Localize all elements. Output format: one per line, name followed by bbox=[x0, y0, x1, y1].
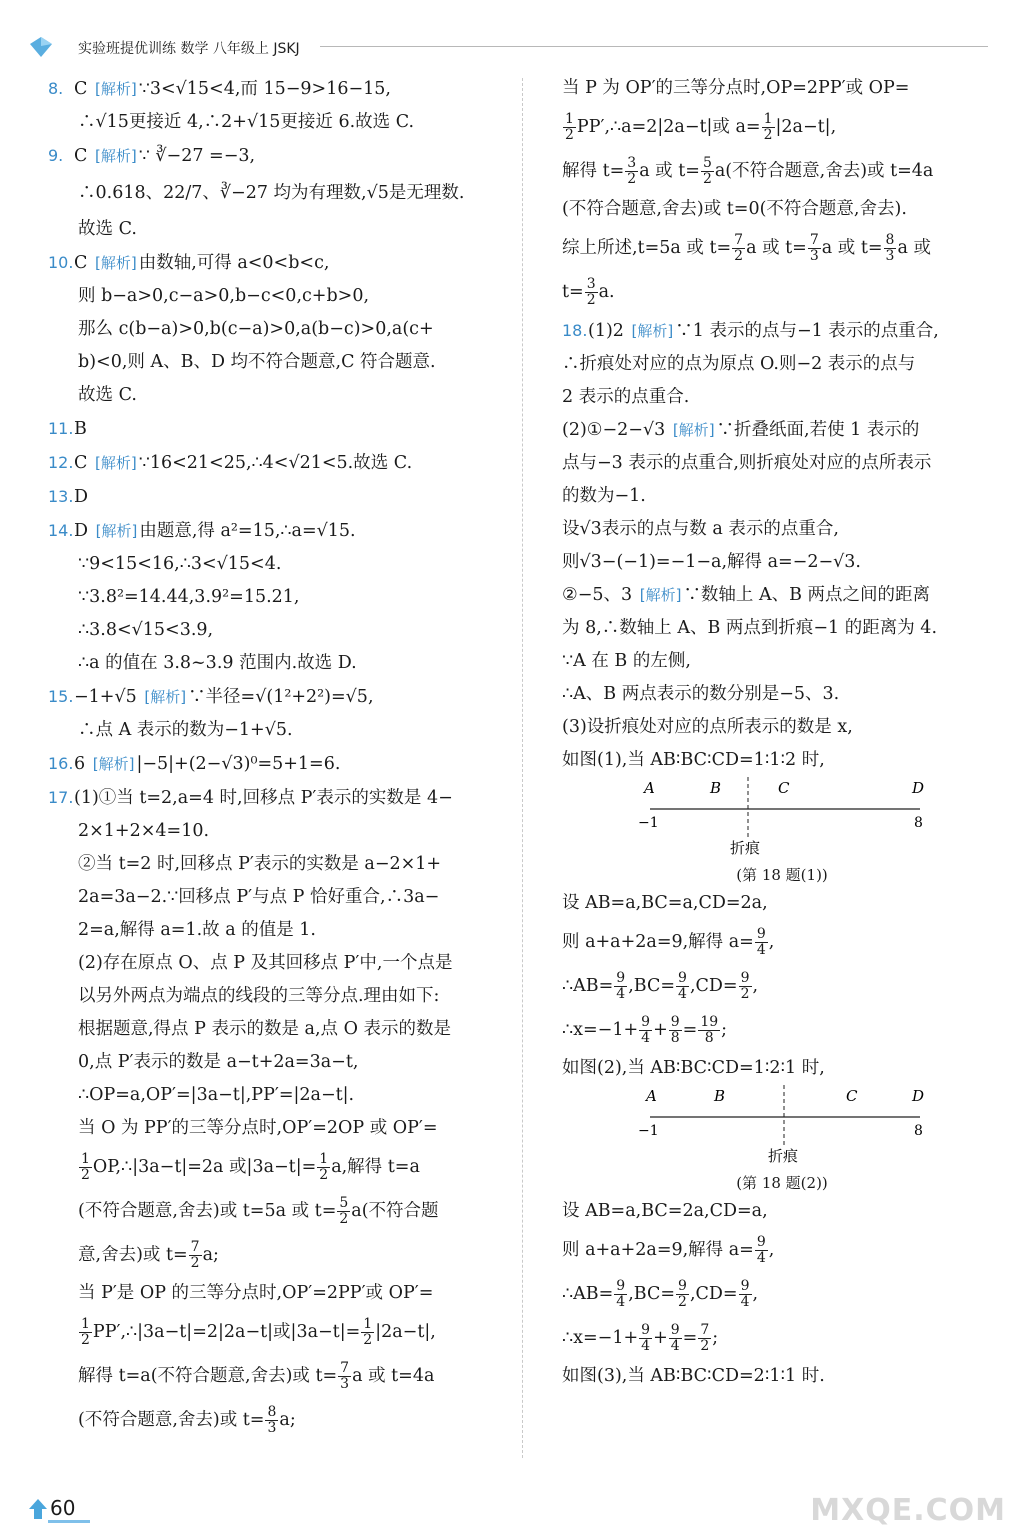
q18-text23c: = bbox=[682, 1328, 698, 1348]
q11-answer: B bbox=[74, 419, 87, 439]
q16-text1: |−5|+(2−√3)⁰=5+1=6. bbox=[136, 754, 341, 774]
q17-line10: ∴OP=a,OP′=|3a−t|,PP′=|2a−t|. bbox=[78, 1085, 355, 1105]
q17-line1 bbox=[48, 781, 518, 815]
frac-9-4 bbox=[639, 1323, 652, 1354]
logo-icon bbox=[28, 36, 54, 58]
q18-line11: ∵A 在 B 的左侧, bbox=[562, 651, 691, 671]
q17c-line5 bbox=[562, 226, 994, 270]
q18-text17a: ∴AB= bbox=[562, 976, 614, 996]
page-number-bar bbox=[48, 1520, 90, 1523]
q18-tag2: [解析] bbox=[672, 421, 715, 439]
frac-num: 9 bbox=[641, 1014, 651, 1030]
q18-text4: ∵折叠纸面,若使 1 表示的 bbox=[716, 420, 920, 440]
q8-line1 bbox=[48, 72, 518, 106]
frac-num: 5 bbox=[702, 155, 712, 171]
frac-8-3 bbox=[265, 1405, 278, 1436]
frac-den: 2 bbox=[763, 127, 773, 143]
q9-answer: C bbox=[74, 146, 88, 166]
value-left: −1 bbox=[638, 815, 659, 831]
q17c-text6a: t= bbox=[562, 282, 584, 302]
frac-den: 4 bbox=[641, 1030, 651, 1046]
frac-den: 4 bbox=[670, 1338, 680, 1354]
q14-answer: D bbox=[74, 521, 89, 541]
frac-8-3 bbox=[884, 233, 897, 264]
frac-num: 3 bbox=[627, 155, 637, 171]
q17-text16b: |2a−t|, bbox=[375, 1322, 436, 1342]
q18-text1: ∵1 表示的点与−1 表示的点重合, bbox=[675, 321, 939, 341]
watermark: MXQE.COM bbox=[810, 1493, 1006, 1528]
frac-7-2 bbox=[698, 1323, 711, 1354]
frac-num: 7 bbox=[340, 1360, 350, 1376]
frac-den: 3 bbox=[885, 248, 895, 264]
q18-answer2: (2)①−2−√3 bbox=[562, 420, 666, 440]
q17-line5: 2=a,解得 a=1.故 a 的值是 1. bbox=[78, 920, 316, 940]
frac-den: 2 bbox=[627, 171, 637, 187]
page-footer bbox=[28, 1494, 88, 1524]
q18-text17c: ,CD= bbox=[689, 976, 738, 996]
value-right: 8 bbox=[914, 1123, 923, 1139]
q17c-line1: 当 P 为 OP′的三等分点时,OP=2PP′或 OP= bbox=[562, 78, 910, 98]
crease-label: 折痕 bbox=[730, 839, 761, 857]
q14-line3: ∵3.8²=14.44,3.9²=15.21, bbox=[78, 587, 300, 607]
figure-2 bbox=[562, 1085, 994, 1195]
frac-num: 3 bbox=[586, 276, 596, 292]
q17c-line2 bbox=[562, 105, 994, 149]
q17c-line4: (不符合题意,舍去)或 t=0(不符合题意,舍去). bbox=[562, 199, 907, 219]
q8-answer: C bbox=[74, 79, 88, 99]
figure-2-caption: (第 18 题(2)) bbox=[736, 1174, 828, 1192]
frac-9-2 bbox=[739, 971, 752, 1002]
q18-line7: 设√3表示的点与数 a 表示的点重合, bbox=[562, 519, 839, 539]
frac-num: 1 bbox=[81, 1151, 90, 1167]
frac-num: 9 bbox=[670, 1014, 680, 1030]
q18-line10: 为 8,∴数轴上 A、B 两点到折痕−1 的距离为 4. bbox=[562, 618, 938, 638]
q18-number: 18. bbox=[562, 321, 588, 340]
frac-den: 4 bbox=[740, 1294, 750, 1310]
q18-text18b: + bbox=[653, 1020, 668, 1040]
frac-9-4 bbox=[614, 1279, 627, 1310]
q18-line23 bbox=[562, 1316, 994, 1360]
frac-1-2 bbox=[79, 1152, 92, 1183]
q8-tag-label: 解析 bbox=[100, 80, 131, 98]
frac-num: 7 bbox=[809, 232, 819, 248]
q18-text17b: ,BC= bbox=[628, 976, 676, 996]
q14-line1 bbox=[48, 514, 518, 548]
frac-1-2 bbox=[361, 1317, 374, 1348]
q18-line22 bbox=[562, 1272, 994, 1316]
frac-num: 9 bbox=[641, 1322, 651, 1338]
frac-9-8 bbox=[669, 1015, 682, 1046]
header-title: 实验班提优训练 数学 八年级上 JSKJ bbox=[78, 41, 300, 57]
q13-line1 bbox=[48, 480, 518, 514]
q18-text23a: ∴x=−1+ bbox=[562, 1328, 639, 1348]
frac-num: 1 bbox=[763, 111, 773, 127]
q18-line2: ∴折痕处对应的点为原点 O.则−2 表示的点与 bbox=[562, 354, 916, 374]
q14-line4: ∴3.8<√15<3.9, bbox=[78, 620, 214, 640]
q17-line8: 根据题意,得点 P 表示的数是 a,点 O 表示的数是 bbox=[78, 1019, 451, 1039]
q17-text14a: 意,舍去)或 t= bbox=[78, 1245, 188, 1265]
q18-line18 bbox=[562, 1008, 994, 1052]
q12-answer: C bbox=[74, 453, 88, 473]
frac-num: 9 bbox=[740, 1278, 750, 1294]
frac-1-2 bbox=[79, 1317, 92, 1348]
q18-line20: 设 AB=a,BC=2a,CD=a, bbox=[562, 1201, 768, 1221]
q18-line24: 如图(3),当 AB∶BC∶CD=2∶1∶1 时. bbox=[562, 1366, 825, 1386]
q18-line19: 如图(2),当 AB∶BC∶CD=1∶2∶1 时, bbox=[562, 1058, 825, 1078]
q12-text1: ∵16<21<25,∴4<√21<5.故选 C. bbox=[138, 453, 413, 473]
q17c-text2b: |2a−t|, bbox=[775, 117, 837, 137]
q17-line9: 0,点 P′表示的数是 a−t+2a=3a−t, bbox=[78, 1052, 359, 1072]
page-arrow-icon bbox=[28, 1498, 48, 1520]
q18-line21 bbox=[562, 1228, 994, 1272]
label-C: C bbox=[778, 779, 790, 797]
q14-line2: ∵9<15<16,∴3<√15<4. bbox=[78, 554, 282, 574]
q9-line1 bbox=[48, 139, 518, 173]
q9-number: 9. bbox=[48, 146, 64, 165]
q9-text1: ∵ ∛−27 =−3, bbox=[138, 146, 256, 166]
frac-7-2 bbox=[189, 1240, 202, 1271]
q10-tag-label: 解析 bbox=[100, 254, 131, 272]
frac-den: 2 bbox=[734, 248, 744, 264]
q17-text18a: (不符合题意,舍去)或 t= bbox=[78, 1410, 265, 1430]
frac-num: 8 bbox=[267, 1404, 277, 1420]
q17-line13 bbox=[48, 1189, 518, 1233]
label-B: B bbox=[710, 779, 722, 797]
q17-text1: (1)①当 t=2,a=4 时,回移点 P′表示的实数是 4− bbox=[74, 788, 453, 808]
frac-9-4 bbox=[676, 971, 689, 1002]
q18-text21a: 则 a+a+2a=9,解得 a= bbox=[562, 1240, 754, 1260]
q10-line4: b)<0,则 A、B、D 均不符合题意,C 符合题意. bbox=[78, 352, 436, 372]
label-A: A bbox=[644, 779, 655, 797]
frac-9-2 bbox=[676, 1279, 689, 1310]
q17c-text6b: a. bbox=[598, 282, 615, 302]
q17-text18b: a; bbox=[279, 1410, 296, 1430]
q17-line6: (2)存在原点 O、点 P 及其回移点 P′中,一个点是 bbox=[78, 953, 453, 973]
q17c-text5a: 综上所述,t=5a 或 t= bbox=[562, 238, 732, 258]
q15-tag: [解析] bbox=[144, 688, 187, 706]
q12-line1 bbox=[48, 446, 518, 480]
q18-line17 bbox=[562, 964, 994, 1008]
q10-tag: [解析] bbox=[94, 254, 137, 272]
frac-den: 2 bbox=[190, 1255, 200, 1271]
label-D: D bbox=[912, 779, 925, 797]
q17c-text3c: a(不符合题意,舍去)或 t=4a bbox=[714, 161, 934, 181]
frac-den: 8 bbox=[670, 1030, 680, 1046]
q17c-text3a: 解得 t= bbox=[562, 161, 625, 181]
q18-text16b: , bbox=[768, 932, 775, 952]
frac-num: 1 bbox=[565, 111, 574, 127]
q14-line5: ∴a 的值在 3.8~3.9 范围内.故选 D. bbox=[78, 653, 357, 673]
q13-number: 13. bbox=[48, 487, 74, 506]
q8-text1: ∵3<√15<4,而 15−9>16−15, bbox=[138, 79, 391, 99]
frac-num: 9 bbox=[670, 1322, 680, 1338]
q14-number: 14. bbox=[48, 521, 74, 540]
frac-den: 2 bbox=[319, 1167, 329, 1183]
frac-den: 3 bbox=[340, 1376, 350, 1392]
q17-text12b: a,解得 t=a bbox=[331, 1157, 420, 1177]
frac-num: 9 bbox=[678, 970, 687, 986]
frac-den: 2 bbox=[565, 127, 574, 143]
frac-den: 3 bbox=[809, 248, 819, 264]
frac-num: 9 bbox=[756, 926, 766, 942]
q17-number: 17. bbox=[48, 788, 74, 807]
q17-text12a: OP,∴|3a−t|=2a 或|3a−t|= bbox=[92, 1157, 317, 1177]
column-divider bbox=[522, 78, 523, 1458]
q10-answer: C bbox=[74, 253, 88, 273]
number-line-1 bbox=[622, 777, 925, 857]
figure-1 bbox=[562, 777, 994, 887]
frac-num: 1 bbox=[81, 1316, 90, 1332]
q17c-line3 bbox=[562, 149, 994, 193]
q18-tag2-label: 解析 bbox=[678, 421, 709, 439]
q18-line6: 的数为−1. bbox=[562, 486, 646, 506]
q17-line3: ②当 t=2 时,回移点 P′表示的实数是 a−2×1+ bbox=[78, 854, 442, 874]
q14-tag-label: 解析 bbox=[101, 522, 132, 540]
frac-den: 2 bbox=[678, 1294, 687, 1310]
q17-line11: 当 O 为 PP′的三等分点时,OP′=2OP 或 OP′= bbox=[78, 1118, 438, 1138]
frac-num: 1 bbox=[319, 1151, 329, 1167]
q18-text23d: ; bbox=[712, 1328, 719, 1348]
frac-num: 5 bbox=[339, 1195, 349, 1211]
q18-line13: (3)设折痕处对应的点所表示的数是 x, bbox=[562, 717, 853, 737]
q18-tag3-label: 解析 bbox=[645, 586, 676, 604]
q18-line3: 2 表示的点重合. bbox=[562, 387, 690, 407]
frac-den: 2 bbox=[700, 1338, 710, 1354]
q16-number: 16. bbox=[48, 754, 74, 773]
frac-7-3 bbox=[808, 233, 821, 264]
q11-number: 11. bbox=[48, 419, 74, 438]
q17-line18 bbox=[48, 1398, 518, 1442]
label-A: A bbox=[646, 1087, 657, 1105]
frac-1-2 bbox=[563, 112, 576, 143]
q17-line17 bbox=[48, 1354, 518, 1398]
q17c-text5b: a 或 t= bbox=[746, 238, 807, 258]
q17-line2: 2×1+2×4=10. bbox=[78, 821, 210, 841]
frac-5-2 bbox=[701, 156, 714, 187]
q17-text16a: PP′,∴|3a−t|=2|2a−t|或|3a−t|= bbox=[92, 1322, 361, 1342]
frac-num: 8 bbox=[885, 232, 895, 248]
q15-number: 15. bbox=[48, 687, 74, 706]
q18-text17d: , bbox=[752, 976, 759, 996]
q17c-text3b: a 或 t= bbox=[639, 161, 700, 181]
frac-7-3 bbox=[338, 1361, 351, 1392]
frac-3-2 bbox=[625, 156, 638, 187]
frac-num: 9 bbox=[756, 1234, 766, 1250]
q18-text22a: ∴AB= bbox=[562, 1284, 614, 1304]
q15-line2: ∴点 A 表示的数为−1+√5. bbox=[78, 720, 293, 740]
frac-9-4 bbox=[669, 1323, 682, 1354]
q18-text22d: , bbox=[752, 1284, 759, 1304]
q18-tag1-label: 解析 bbox=[637, 322, 668, 340]
q12-number: 12. bbox=[48, 453, 74, 472]
frac-num: 9 bbox=[740, 970, 750, 986]
frac-1-2 bbox=[317, 1152, 330, 1183]
q17c-text5d: a 或 bbox=[897, 238, 931, 258]
q17-line16 bbox=[48, 1310, 518, 1354]
page-header bbox=[28, 32, 988, 62]
crease-label: 折痕 bbox=[768, 1147, 799, 1165]
frac-den: 4 bbox=[616, 986, 626, 1002]
frac-den: 2 bbox=[702, 171, 712, 187]
frac-den: 2 bbox=[81, 1167, 90, 1183]
frac-5-2 bbox=[337, 1196, 350, 1227]
q18-line8: 则√3−(−1)=−1−a,解得 a=−2−√3. bbox=[562, 552, 861, 572]
q17-text13a: (不符合题意,舍去)或 t=5a 或 t= bbox=[78, 1201, 337, 1221]
q18-tag1: [解析] bbox=[631, 322, 674, 340]
q18-answer3: ②−5、3 bbox=[562, 585, 633, 605]
q13-answer: D bbox=[74, 487, 89, 507]
q15-line1 bbox=[48, 680, 518, 714]
q17-text17b: a 或 t=4a bbox=[352, 1366, 435, 1386]
frac-num: 1 bbox=[363, 1316, 373, 1332]
header-rule bbox=[320, 46, 988, 47]
label-C: C bbox=[846, 1087, 858, 1105]
q10-line5: 故选 C. bbox=[78, 385, 137, 405]
q17c-text5c: a 或 t= bbox=[821, 238, 883, 258]
q10-text1: 由数轴,可得 a<0<b<c, bbox=[138, 253, 330, 273]
q18-text18d: ; bbox=[721, 1020, 728, 1040]
value-left: −1 bbox=[638, 1123, 659, 1139]
frac-9-4 bbox=[739, 1279, 752, 1310]
frac-7-2 bbox=[732, 233, 745, 264]
frac-19-8 bbox=[698, 1015, 720, 1046]
frac-den: 3 bbox=[267, 1420, 277, 1436]
frac-den: 4 bbox=[756, 942, 766, 958]
frac-den: 4 bbox=[641, 1338, 651, 1354]
frac-3-2 bbox=[585, 277, 598, 308]
q17-text14b: a; bbox=[202, 1245, 219, 1265]
q8-number: 8. bbox=[48, 79, 64, 98]
q8-line2: ∴√15更接近 4,∴2+√15更接近 6.故选 C. bbox=[78, 112, 415, 132]
q18-line4 bbox=[562, 414, 994, 447]
q18-line12: ∴A、B 两点表示的数分别是−5、3. bbox=[562, 684, 840, 704]
value-right: 8 bbox=[914, 815, 923, 831]
q17c-text2a: PP′,∴a=2|2a−t|或 a= bbox=[576, 117, 761, 137]
frac-num: 7 bbox=[190, 1239, 200, 1255]
q18-text9: ∵数轴上 A、B 两点之间的距离 bbox=[683, 585, 931, 605]
frac-num: 19 bbox=[700, 1014, 719, 1030]
frac-den: 8 bbox=[704, 1030, 714, 1046]
q17c-line6 bbox=[562, 270, 994, 314]
frac-9-4 bbox=[614, 971, 627, 1002]
frac-den: 4 bbox=[756, 1250, 766, 1266]
q18-line9 bbox=[562, 579, 994, 612]
q11-line1 bbox=[48, 412, 518, 446]
q18-line16 bbox=[562, 920, 994, 964]
q18-text23b: + bbox=[653, 1328, 668, 1348]
q17-text13b: a(不符合题 bbox=[351, 1201, 439, 1221]
q9-tag: [解析] bbox=[94, 147, 137, 165]
q18-text21b: , bbox=[768, 1240, 775, 1260]
frac-den: 2 bbox=[363, 1332, 373, 1348]
frac-num: 9 bbox=[616, 1278, 626, 1294]
frac-den: 2 bbox=[586, 292, 596, 308]
right-column bbox=[562, 72, 994, 1393]
q17-line4: 2a=3a−2.∵回移点 P′与点 P 恰好重合,∴3a− bbox=[78, 887, 440, 907]
q17-line7: 以另外两点为端点的线段的三等分点.理由如下: bbox=[78, 986, 440, 1006]
q10-line2: 则 b−a>0,c−a>0,b−c<0,c+b>0, bbox=[78, 286, 370, 306]
q18-line15: 设 AB=a,BC=a,CD=2a, bbox=[562, 893, 768, 913]
frac-den: 2 bbox=[740, 986, 750, 1002]
q18-line5: 点与−3 表示的点重合,则折痕处对应的点所表示 bbox=[562, 453, 932, 473]
q10-line3: 那么 c(b−a)>0,b(c−a)>0,a(b−c)>0,a(c+ bbox=[78, 319, 434, 339]
label-B: B bbox=[714, 1087, 726, 1105]
q9-tag-label: 解析 bbox=[100, 147, 131, 165]
q18-line1 bbox=[562, 314, 994, 348]
q18-text22b: ,BC= bbox=[628, 1284, 676, 1304]
frac-9-4 bbox=[755, 1235, 768, 1266]
frac-num: 9 bbox=[678, 1278, 687, 1294]
frac-1-2 bbox=[762, 112, 775, 143]
q18-text18c: = bbox=[682, 1020, 698, 1040]
q12-tag-label: 解析 bbox=[100, 454, 131, 472]
q16-tag-label: 解析 bbox=[98, 755, 129, 773]
q10-number: 10. bbox=[48, 253, 74, 272]
q17-line12 bbox=[48, 1145, 518, 1189]
frac-num: 7 bbox=[700, 1322, 710, 1338]
q10-line1 bbox=[48, 246, 518, 280]
figure-1-caption: (第 18 题(1)) bbox=[736, 866, 828, 884]
frac-9-4 bbox=[639, 1015, 652, 1046]
q18-text16a: 则 a+a+2a=9,解得 a= bbox=[562, 932, 754, 952]
number-line-2 bbox=[622, 1085, 925, 1165]
q15-tag-label: 解析 bbox=[150, 688, 181, 706]
q8-tag: [解析] bbox=[94, 80, 137, 98]
q15-text1: ∵半径=√(1²+2²)=√5, bbox=[188, 687, 374, 707]
frac-num: 7 bbox=[734, 232, 744, 248]
frac-den: 2 bbox=[339, 1211, 349, 1227]
q18-answer1: (1)2 bbox=[588, 321, 624, 341]
label-D: D bbox=[912, 1087, 925, 1105]
q17-line15: 当 P′是 OP 的三等分点时,OP′=2PP′或 OP′= bbox=[78, 1283, 434, 1303]
q14-text1: 由题意,得 a²=15,∴a=√15. bbox=[139, 521, 356, 541]
q16-line1 bbox=[48, 747, 518, 781]
frac-num: 9 bbox=[616, 970, 626, 986]
q16-tag: [解析] bbox=[92, 755, 135, 773]
frac-9-4 bbox=[755, 927, 768, 958]
q12-tag: [解析] bbox=[94, 454, 137, 472]
q17-line14 bbox=[48, 1233, 518, 1277]
q9-line3: 故选 C. bbox=[78, 219, 137, 239]
q18-text18a: ∴x=−1+ bbox=[562, 1020, 639, 1040]
page-number: 60 bbox=[50, 1496, 76, 1520]
frac-den: 4 bbox=[616, 1294, 626, 1310]
q14-tag: [解析] bbox=[95, 522, 138, 540]
frac-den: 4 bbox=[678, 986, 687, 1002]
q18-line14: 如图(1),当 AB∶BC∶CD=1∶1∶2 时, bbox=[562, 750, 825, 770]
q15-answer: −1+√5 bbox=[74, 687, 137, 707]
q17-text17a: 解得 t=a(不符合题意,舍去)或 t= bbox=[78, 1366, 338, 1386]
q16-answer: 6 bbox=[74, 754, 86, 774]
left-column bbox=[48, 72, 518, 1442]
q9-line2: ∴0.618、22/7、∛−27 均为有理数,√5是无理数. bbox=[78, 183, 465, 203]
frac-den: 2 bbox=[81, 1332, 90, 1348]
q18-text22c: ,CD= bbox=[689, 1284, 738, 1304]
q18-tag3: [解析] bbox=[639, 586, 682, 604]
